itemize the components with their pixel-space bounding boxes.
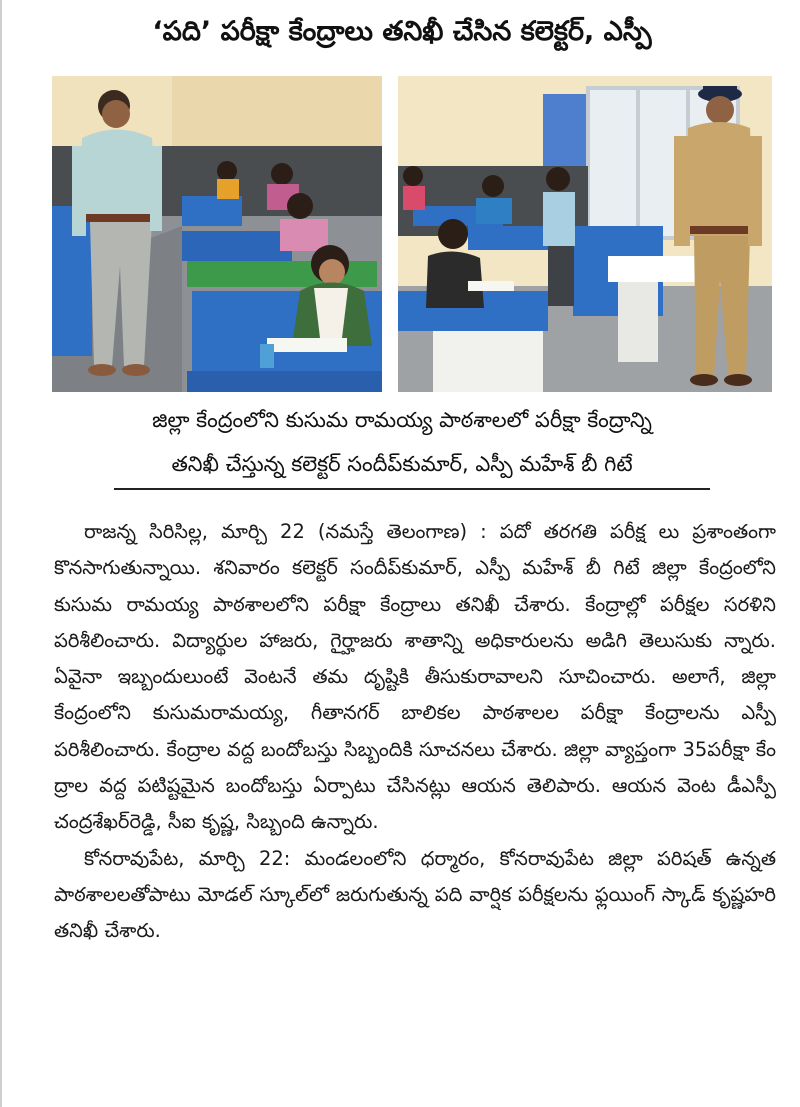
article-paragraph-1: రాజన్న సిరిసిల్ల, మార్చి 22 (నమస్తే తెలంగాణ) : పదో తరగతి పరీక్ష లు ప్రశాంతంగా కొనసాగుతున్నాయి. శనివారం కలెక్టర్‌ సందీప్‌కుమార్‌, ఎస్పీ మహేశ్‌ బీ గిటే జిల్లా కేంద్రంలోని కుసుమ రామయ్య పాఠశాలలోని పరీక్షా కేంద్రాలు తనిఖీ చేశారు. కేంద్రాల్లో పరీక్షల సరళిని పరిశీలించారు. విద్యార్థుల హాజరు, గైర్హాజరు శాతాన్ని అధికారులను అడిగి తెలుసుకు న్నారు. ఏవైనా ఇబ్బందులుంటే వెంటనే తమ దృష్టికి తీసుకురావాలని సూచించారు. అలాగే, జిల్లా కేంద్రంలోని కుసుమరామయ్య, గీతానగర్‌ బాలికల పాఠశాలల పరీక్షా కేంద్రాలను ఎస్పీ పరిశీలించారు. కేంద్రాల వద్ద బందోబస్తు సిబ్బందికి సూచనలు చేశారు. జిల్లా వ్యాప్తంగా 35పరీక్షా కేం ద్రాల వద్ద పటిష్టమైన బందోబస్తు ఏర్పాటు చేసినట్లు ఆయన తెలిపారు. ఆయన వెంట డీఎస్పీ చంద్రశేఖర్‌రెడ్డి, సీఐ కృష్ణ, సిబ్బంది ఉన్నారు.	[54, 520, 776, 834]
photo-sp-inspection	[398, 76, 772, 392]
photo-collector-inspection	[52, 76, 382, 392]
photo-caption-line-2: తనిఖీ చేస్తున్న కలెక్టర్‌ సందీప్‌కుమార్‌, ఎస్పీ మహేశ్‌ బీ గిటే	[171, 452, 633, 476]
article-body	[54, 514, 776, 950]
exam-hall-photo-right	[398, 76, 772, 392]
article-headline: ‘పది’ పరీక్షా కేంద్రాలు తనిఖీ చేసిన కలెక్టర్‌, ఎస్పీ	[152, 16, 652, 47]
article-paragraph-2: కోనరావుపేట, మార్చి 22: మండలంలోని ధర్మారం, కోనరావుపేట జిల్లా పరిషత్‌ ఉన్నత పాఠశాలలతోపాటు మోడల్‌ స్కూల్‌లో జరుగుతున్న పది వార్షిక పరీక్షలను ఫ్లయింగ్‌ స్కాడ్‌ కృష్ణహరి తనిఖీ చేశారు.	[54, 846, 776, 943]
photo-caption-line-1: జిల్లా కేంద్రంలోని కుసుమ రామయ్య పాఠశాలలో పరీక్షా కేంద్రాన్ని	[152, 408, 652, 432]
caption-underline	[114, 488, 710, 490]
exam-hall-photo-left	[52, 76, 382, 392]
